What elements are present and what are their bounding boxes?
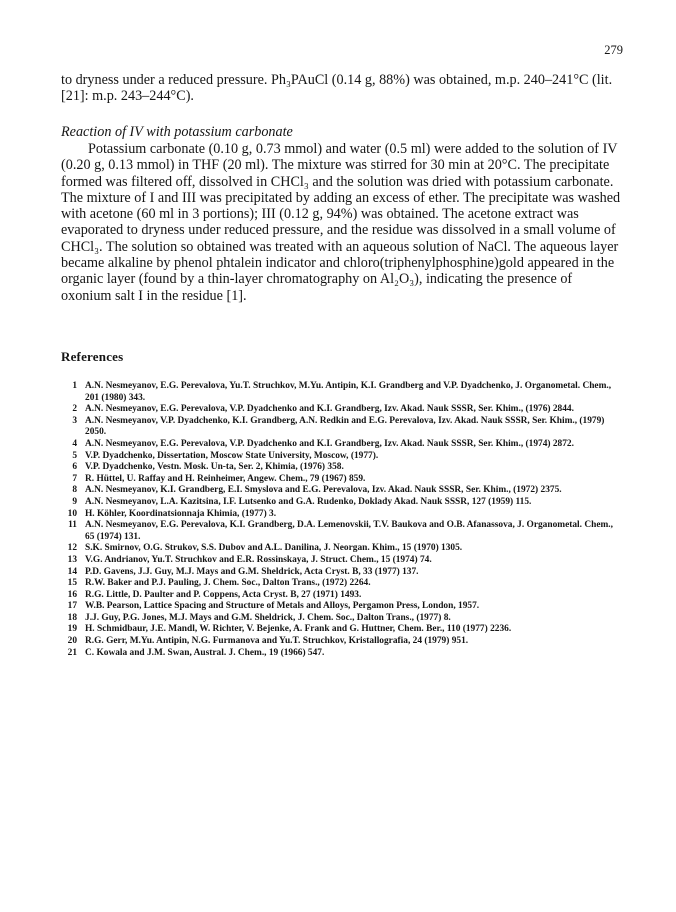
- reference-number: 18: [67, 612, 77, 623]
- experimental-paragraph: Potassium carbonate (0.10 g, 0.73 mmol) and water (0.5 ml) were added to the solution of IV (0.20 g, 0.13 mmol) in THF (20 ml). The mixture was stirred for 30 min at 20°C. The precipitate formed was filtered off, dissolved in CHCl₃ and the solution was dried with potassium carbonate. The mixture of I and III was precipitated by adding an excess of ether. The precipitate was washed with acetone (60 ml in 3 portions); III (0.12 g, 94%) was obtained. The acetone extract was evaporated to dryness under reduced pressure, and the residue was dissolved in a small volume of CHCl₃. The solution so obtained was treated with an aqueous solution of NaCl. The aqueous layer became alkaline by phenol phtalein indicator and chloro(triphenylphosphine)gold appeared in the organic layer (found by a thin-layer chromatography on Al₂O₃), indicating the presence of oxonium salt I in the residue [1].: [61, 141, 621, 304]
- reference-number: 12: [67, 543, 77, 554]
- reference-number: 17: [67, 601, 77, 612]
- reference-item: [61, 567, 621, 579]
- reference-number: 14: [67, 566, 77, 577]
- reference-number: 20: [67, 636, 77, 647]
- reference-item: [61, 381, 621, 404]
- reference-text: W.B. Pearson, Lattice Spacing and Structure of Metals and Alloys, Pergamon Press, London, 1957.: [85, 601, 480, 612]
- reference-item: [61, 648, 621, 660]
- reference-text: P.D. Gavens, J.J. Guy, M.J. Mays and G.M. Sheldrick, Acta Cryst. B, 33 (1977) 137.: [85, 566, 419, 577]
- reference-item: [61, 416, 621, 439]
- reference-text: A.N. Nesmeyanov, E.G. Perevalova, K.I. Grandberg, D.A. Lemenovskii, T.V. Baukova and O.B. Afanassova, J. Organometal. Chem., 65 (1974) 131.: [85, 520, 613, 542]
- reference-text: J.J. Guy, P.G. Jones, M.J. Mays and G.M. Sheldrick, J. Chem. Soc., Dalton Trans., (1977) 8.: [85, 612, 451, 623]
- reference-number: 5: [72, 450, 77, 461]
- continuation-paragraph: to dryness under a reduced pressure. Ph₃PAuCl (0.14 g, 88%) was obtained, m.p. 240–241°C (lit. [21]: m.p. 243–244°C).: [61, 72, 613, 105]
- reference-item: [61, 404, 621, 416]
- reference-number: 4: [72, 438, 77, 449]
- reference-item: [61, 613, 621, 625]
- reference-number: 8: [72, 485, 77, 496]
- reference-number: 3: [72, 415, 77, 426]
- reference-text: A.N. Nesmeyanov, E.G. Perevalova, V.P. Dyadchenko and K.I. Grandberg, Izv. Akad. Nauk SSSR, Ser. Khim., (1976) 2844.: [85, 404, 574, 415]
- reference-item: [61, 462, 621, 474]
- reference-item: [61, 590, 621, 602]
- reference-text: H. Schmidbaur, J.E. Mandl, W. Richter, V. Bejenke, A. Frank and G. Huttner, Chem. Ber., 110 (1977) 2236.: [85, 624, 512, 635]
- reference-number: 21: [67, 647, 77, 658]
- references-list: [61, 381, 621, 659]
- reference-text: A.N. Nesmeyanov, V.P. Dyadchenko, K.I. Grandberg, A.N. Redkin and E.G. Perevalova, Izv. Akad. Nauk SSSR, Ser. Khim., (1979) 2050.: [85, 415, 605, 438]
- page-number: 279: [604, 43, 623, 57]
- reference-text: R.G. Gerr, M.Yu. Antipin, N.G. Furmanova and Yu.T. Struchkov, Kristallografia, 24 (1979) 951.: [85, 636, 469, 647]
- reference-text: V.P. Dyadchenko, Vestn. Mosk. Un-ta, Ser. 2, Khimia, (1976) 358.: [85, 462, 344, 473]
- reference-number: 6: [72, 462, 77, 473]
- reference-item: [61, 497, 621, 509]
- section-heading: Reaction of IV with potassium carbonate: [61, 124, 293, 140]
- reference-item: [61, 555, 621, 567]
- reference-text: A.N. Nesmeyanov, E.G. Perevalova, V.P. Dyadchenko and K.I. Grandberg, Izv. Akad. Nauk SSSR, Ser. Khim., (1974) 2872.: [85, 438, 574, 449]
- reference-text: V.P. Dyadchenko, Dissertation, Moscow State University, Moscow, (1977).: [85, 450, 379, 461]
- reference-item: [61, 601, 621, 613]
- references-heading: References: [61, 349, 124, 364]
- reference-number: 11: [68, 520, 77, 531]
- reference-text: H. Köhler, Koordinatsionnaja Khimia, (1977) 3.: [85, 508, 277, 519]
- reference-number: 16: [67, 589, 77, 600]
- reference-item: [61, 474, 621, 486]
- reference-item: [61, 543, 621, 555]
- reference-number: 19: [67, 624, 77, 635]
- reference-text: A.N. Nesmeyanov, K.I. Grandberg, E.I. Smyslova and E.G. Perevalova, Izv. Akad. Nauk SSSR, Ser. Khim., (1972) 2375.: [85, 485, 562, 496]
- reference-number: 13: [67, 554, 77, 565]
- reference-text: C. Kowala and J.M. Swan, Austral. J. Chem., 19 (1966) 547.: [85, 647, 325, 658]
- reference-item: [61, 509, 621, 521]
- reference-item: [61, 636, 621, 648]
- reference-text: A.N. Nesmeyanov, L.A. Kazitsina, I.F. Lutsenko and G.A. Rudenko, Doklady Akad. Nauk SSSR, 127 (1959) 115.: [85, 496, 532, 507]
- reference-number: 1: [72, 381, 77, 391]
- reference-number: 15: [67, 578, 77, 589]
- reference-item: [61, 439, 621, 451]
- reference-text: R.G. Little, D. Paulter and P. Coppens, Acta Cryst. B, 27 (1971) 1493.: [85, 589, 362, 600]
- reference-number: 2: [72, 404, 77, 415]
- reference-item: [61, 520, 621, 543]
- reference-item: [61, 578, 621, 590]
- reference-item: [61, 485, 621, 497]
- reference-item: [61, 451, 621, 463]
- reference-item: [61, 624, 621, 636]
- reference-number: 10: [67, 508, 77, 519]
- reference-text: R. Hüttel, U. Raffay and H. Reinheimer, Angew. Chem., 79 (1967) 859.: [85, 473, 366, 484]
- reference-text: R.W. Baker and P.J. Pauling, J. Chem. Soc., Dalton Trans., (1972) 2264.: [85, 578, 371, 589]
- reference-text: S.K. Smirnov, O.G. Strukov, S.S. Dubov and A.L. Danilina, J. Neorgan. Khim., 15 (1970) 1305.: [85, 543, 463, 554]
- reference-number: 7: [72, 473, 77, 484]
- reference-text: A.N. Nesmeyanov, E.G. Perevalova, Yu.T. Struchkov, M.Yu. Antipin, K.I. Grandberg and V.P. Dyadchenko, J. Organometal. Chem., 201 (1980) 343.: [85, 381, 612, 403]
- reference-text: V.G. Andrianov, Yu.T. Struchkov and E.R. Rossinskaya, J. Struct. Chem., 15 (1974) 74.: [85, 554, 432, 565]
- reference-number: 9: [72, 496, 77, 507]
